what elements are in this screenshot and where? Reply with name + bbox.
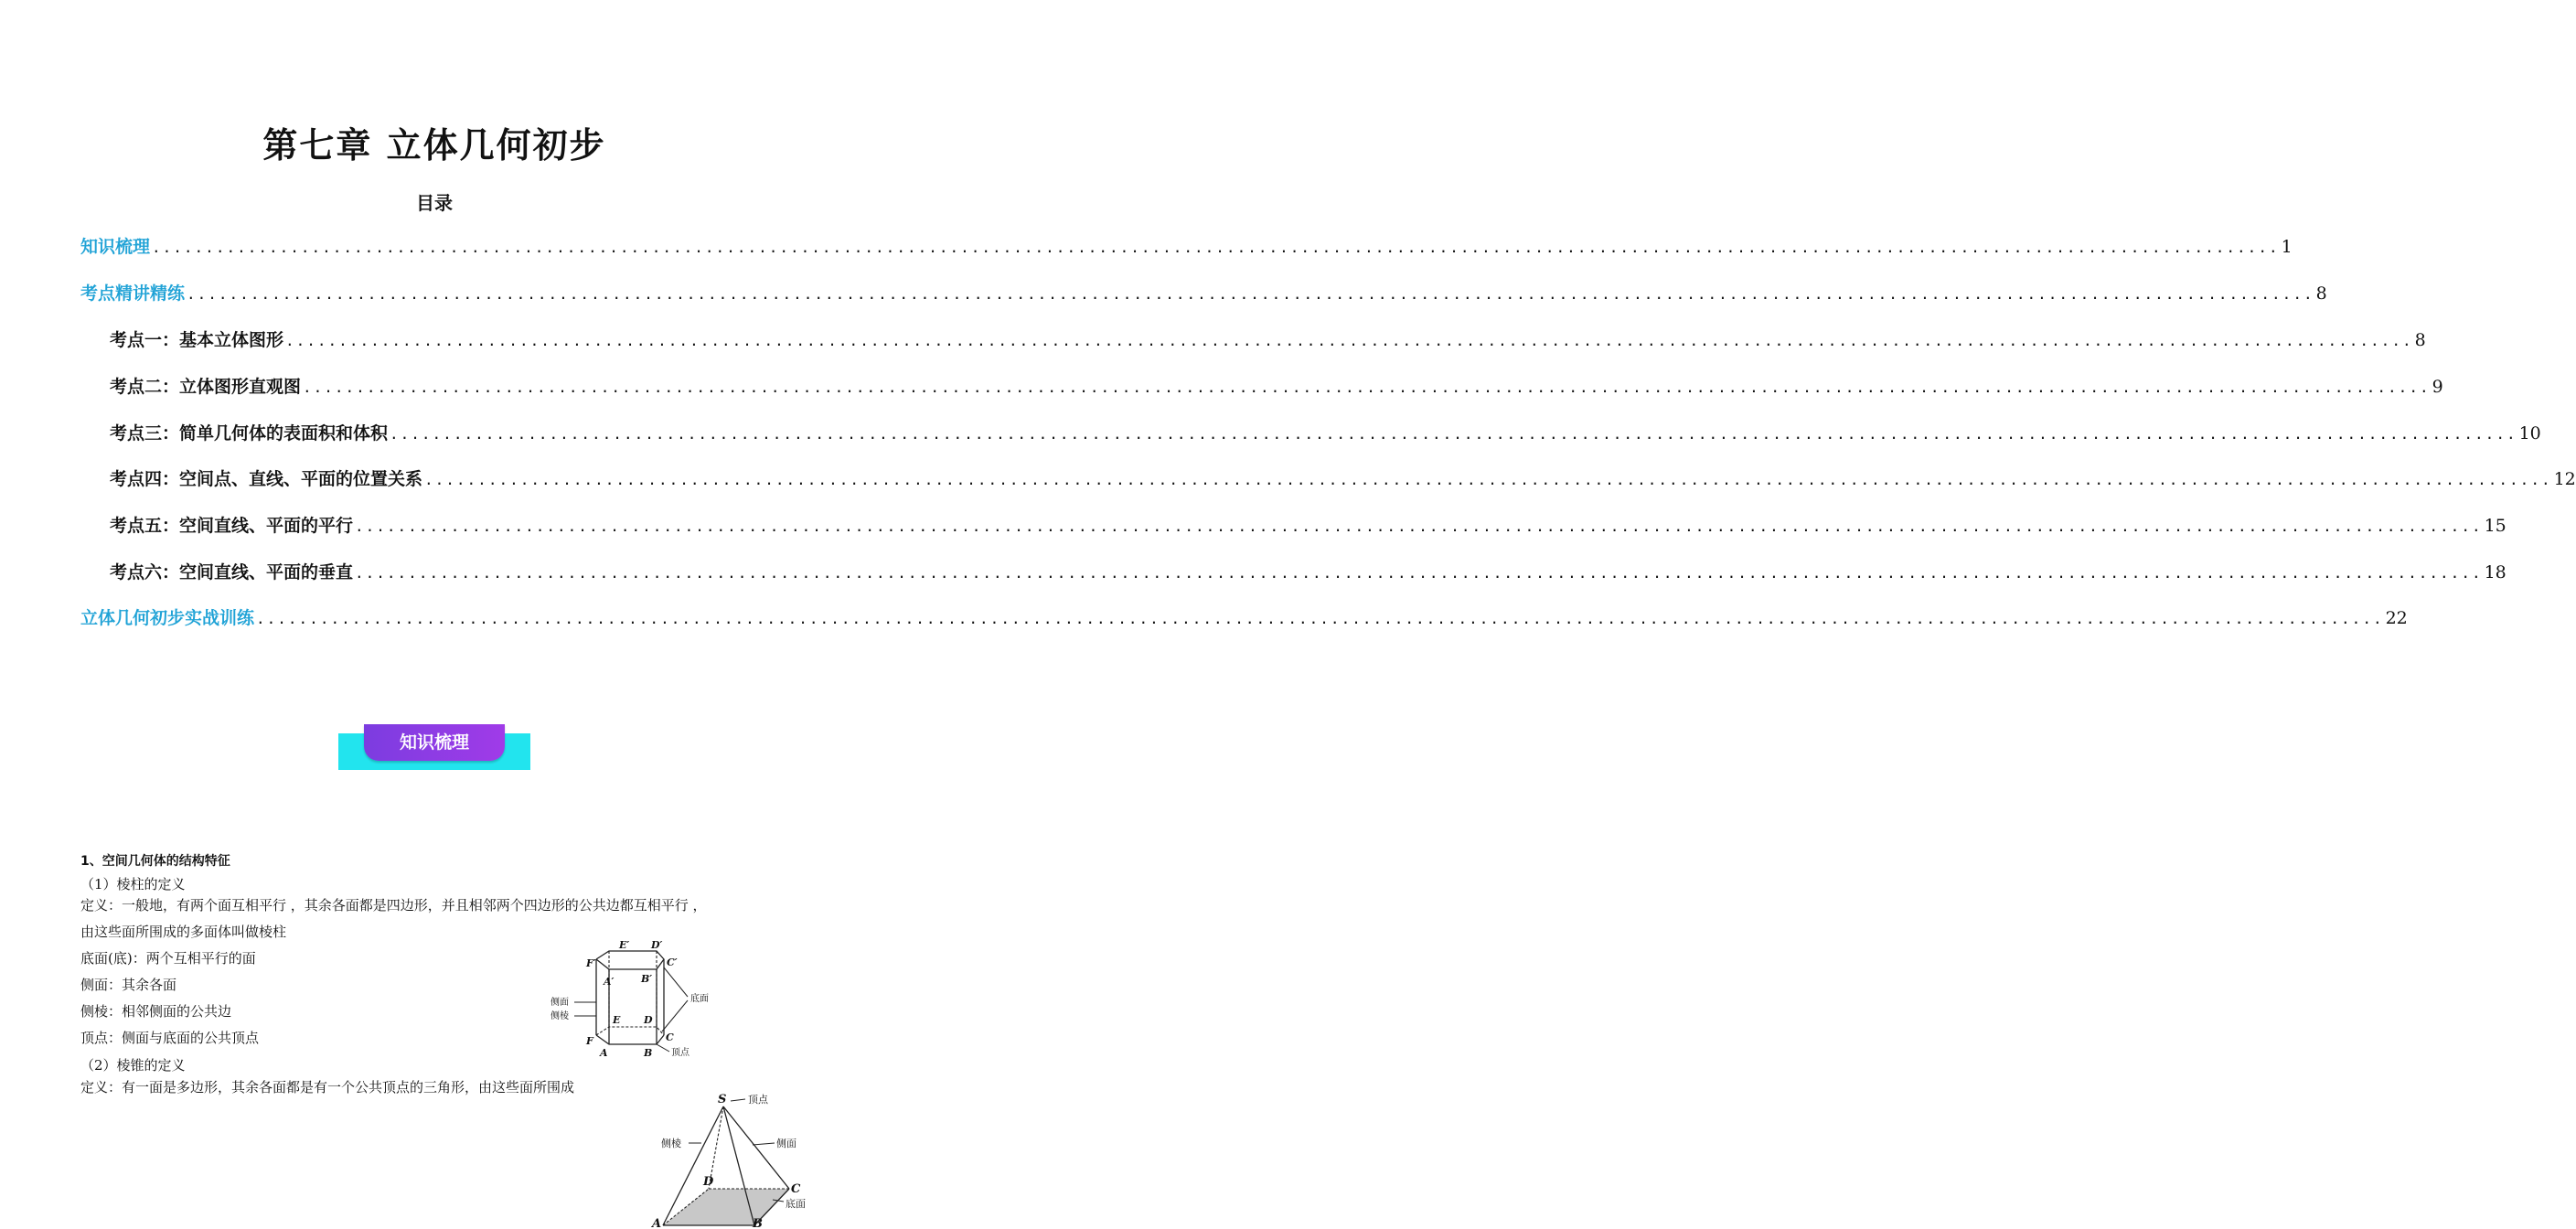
page-title: 第七章 立体几何初步 [262, 125, 606, 166]
toc-entry-page: 8 [2315, 283, 2327, 304]
pyramid-point-S: S [718, 1093, 727, 1106]
prism-side-face-text: 侧面：其余各面 [80, 977, 177, 993]
toc-entry-label: 知识梳理 [80, 237, 151, 257]
toc-leader-dots: ........................................................................................................................................................................................................ [187, 285, 2314, 303]
prism-base-text: 底面(底)：两个互相平行的面 [80, 950, 256, 967]
pyramid-diagram [645, 1088, 828, 1229]
prism-side-edge-text: 侧棱：相邻侧面的公共边 [80, 1003, 232, 1020]
prism-definition-line1: 定义：一般地，有两个面互相平行 ，其余各面都是四边形，并且相邻两个四边形的公共边都互相平行 ， [80, 897, 707, 914]
prism-point-D: D [644, 1014, 653, 1026]
toc-entry-page: 8 [2414, 330, 2426, 350]
toc-leader-dots: ........................................................................................................................................................................................................ [355, 564, 2483, 582]
pyramid-point-D: D [703, 1175, 714, 1189]
toc-leader-dots: ........................................................................................................................................................................................................ [256, 610, 2384, 627]
toc-entry-page: 12 [2553, 469, 2576, 489]
prism-label-vertex: 顶点 [671, 1048, 689, 1058]
toc-leader-dots: ........................................................................................................................................................................................................ [303, 379, 2431, 396]
prism-point-C1: C′ [667, 956, 678, 968]
prism-label-base: 底面 [690, 994, 709, 1004]
toc-entry-label: 考点精讲精练 [80, 283, 186, 304]
toc-entry-page: 22 [2385, 608, 2408, 628]
pyramid-label-vertex: 顶点 [748, 1094, 768, 1106]
prism-point-C: C [666, 1031, 674, 1043]
toc-leader-dots: ........................................................................................................................................................................................................ [152, 239, 2280, 256]
prism-point-A1: A′ [604, 976, 615, 988]
prism-subheading: （1）棱柱的定义 [80, 876, 186, 892]
pyramid-label-side-edge: 侧棱 [661, 1138, 681, 1149]
toc-entry[interactable] [110, 512, 2507, 540]
toc-entry-label: 考点一：基本立体图形 [110, 330, 284, 350]
toc-heading: 目录 [416, 192, 453, 214]
toc-entry[interactable] [110, 420, 2541, 447]
pyramid-subheading: （2）棱锥的定义 [80, 1057, 186, 1074]
toc-entry[interactable] [110, 373, 2443, 401]
toc-entry-page: 10 [2518, 423, 2541, 444]
toc-entry-page: 1 [2281, 237, 2293, 257]
toc-entry-label: 考点五：空间直线、平面的平行 [110, 516, 354, 536]
pyramid-label-base: 底面 [786, 1198, 806, 1210]
pyramid-point-C: C [791, 1182, 801, 1196]
toc-entry-page: 9 [2432, 377, 2443, 397]
toc-entry-label: 立体几何初步实战训练 [80, 608, 255, 628]
prism-point-B: B [644, 1047, 653, 1059]
prism-point-F: F [586, 1035, 593, 1047]
toc-leader-dots: ........................................................................................................................................................................................................ [390, 425, 2517, 443]
prism-definition-line2: 由这些面所围成的多面体叫做棱柱 [80, 924, 287, 940]
toc-leader-dots: ........................................................................................................................................................................................................ [285, 332, 2413, 349]
banner-label: 知识梳理 [364, 724, 505, 761]
toc-entry-label: 考点三：简单几何体的表面积和体积 [110, 423, 389, 444]
toc-entry[interactable] [80, 280, 2327, 307]
pyramid-label-side-face: 侧面 [776, 1138, 796, 1149]
section-heading: 1、空间几何体的结构特征 [80, 854, 230, 869]
section-banner [338, 722, 530, 772]
pyramid-point-B: B [753, 1217, 763, 1229]
toc-entry-label: 考点二：立体图形直观图 [110, 377, 302, 397]
toc-entry[interactable] [110, 326, 2426, 354]
toc-leader-dots: ........................................................................................................................................................................................................ [355, 518, 2483, 535]
toc-entry-label: 考点四：空间点、直线、平面的位置关系 [110, 469, 423, 489]
toc-entry-page: 18 [2484, 562, 2507, 582]
prism-point-E: E [613, 1014, 621, 1026]
prism-vertex-text: 顶点：侧面与底面的公共顶点 [80, 1030, 260, 1046]
toc-entry[interactable] [110, 559, 2507, 586]
prism-point-D1: D′ [651, 939, 663, 951]
pyramid-definition: 定义：有一面是多边形，其余各面都是有一个公共顶点的三角形，由这些面所围成 [80, 1079, 575, 1095]
prism-label-side-edge: 侧棱 [550, 1011, 569, 1021]
toc-entry[interactable] [80, 604, 2408, 632]
prism-point-F1: F′ [586, 957, 596, 969]
toc-entry[interactable] [110, 465, 2576, 493]
prism-point-E1: E′ [619, 939, 630, 951]
toc-entry[interactable] [80, 233, 2293, 261]
toc-entry-label: 考点六：空间直线、平面的垂直 [110, 562, 354, 582]
prism-label-side-face: 侧面 [550, 998, 569, 1008]
prism-point-A: A [600, 1047, 608, 1059]
toc-entry-page: 15 [2484, 516, 2507, 536]
toc-leader-dots: ........................................................................................................................................................................................................ [424, 471, 2552, 488]
pyramid-point-A: A [652, 1217, 662, 1229]
prism-diagram [549, 933, 732, 1065]
prism-point-B1: B′ [641, 973, 653, 985]
